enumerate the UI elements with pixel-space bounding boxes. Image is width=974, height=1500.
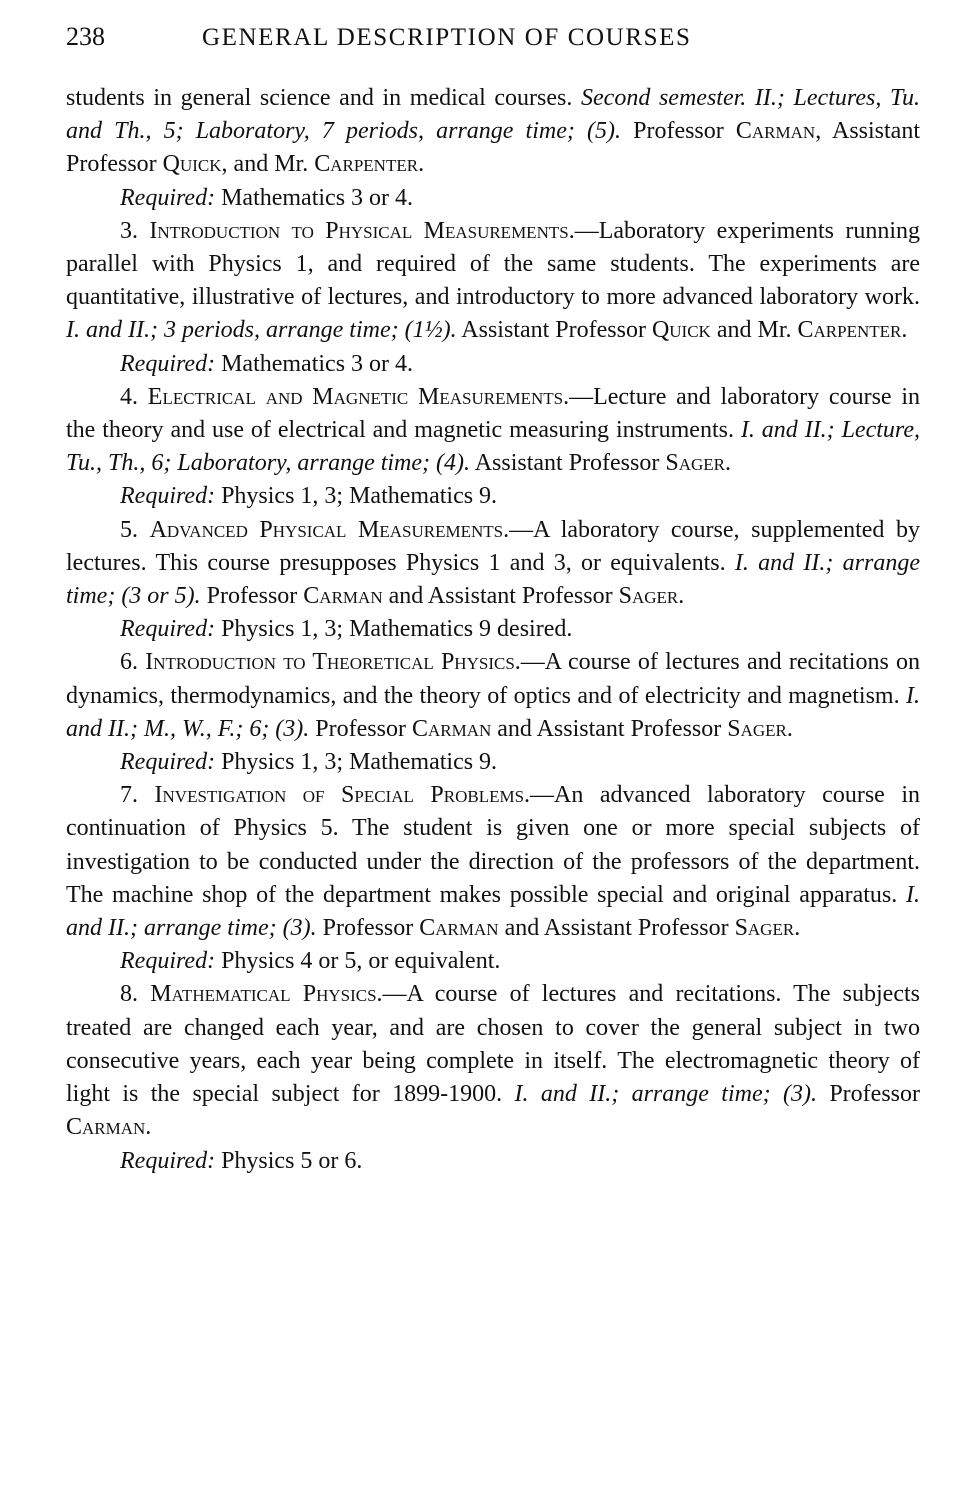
small-caps-text: Introduction to Theoretical Physics	[145, 649, 515, 676]
requirement-line	[66, 945, 920, 978]
course-entry	[66, 978, 920, 1144]
text-run: , and Mr.	[221, 151, 315, 178]
italic-text: Required:	[120, 1147, 216, 1174]
text-run: .—Laboratory experiments running parallel with Physics 1, and required of the same students. The experiments are quantitative, illustrative of lectures, and introductory to more advanced laboratory work.	[66, 217, 920, 311]
page-number: 238	[66, 22, 105, 51]
text-run: Professor	[309, 715, 412, 742]
italic-text: Required:	[120, 350, 216, 377]
text-run: Professor	[816, 1081, 920, 1108]
text-run: .—A course of lectures and recitations on dynamics, thermodynamics, and the theory of optics and of electricity and magnetism.	[66, 649, 921, 709]
italic-text: I. and II.; M., W., F.; 6; (3).	[66, 682, 920, 742]
small-caps-text: Carman	[419, 915, 499, 942]
text-run: Assistant Professor	[456, 317, 652, 344]
italic-text: I. and II.; 3 periods, arrange time; (1½).	[66, 317, 457, 344]
text-run: and Assistant Professor	[382, 583, 619, 610]
text-run: 7.	[120, 782, 155, 809]
small-caps-text: Quick	[651, 317, 711, 344]
text-run: students in general science and in medical courses.	[66, 85, 582, 111]
small-caps-text: Sager	[727, 715, 787, 742]
italic-text: I. and II.; Lecture, Tu., Th., 6; Laboratory, arrange time; (4).	[66, 417, 921, 477]
italic-text: I. and II.; arrange time; (3).	[66, 881, 920, 942]
text-run: Physics 5 or 6.	[215, 1147, 363, 1174]
italic-text: Required:	[120, 184, 216, 211]
text-run: and Mr.	[710, 317, 798, 344]
italic-text: Required:	[120, 948, 216, 975]
text-run: , Assistant Professor	[66, 118, 920, 178]
text-run: .	[901, 317, 908, 344]
text-run: Physics 1, 3; Mathematics 9 desired.	[215, 616, 573, 643]
course-entry	[66, 779, 920, 945]
page-body	[66, 82, 920, 1178]
course-entry	[66, 646, 920, 746]
small-caps-text: Sager	[618, 583, 679, 610]
course-entry	[66, 514, 920, 614]
small-caps-text: Carpenter	[314, 151, 419, 178]
italic-text: Required:	[120, 483, 216, 510]
italic-text: I. and II.; arrange time; (3).	[514, 1081, 817, 1108]
small-caps-text: Sager	[665, 450, 725, 477]
text-run: Mathematics 3 or 4.	[215, 350, 414, 377]
requirement-line	[66, 480, 920, 513]
text-run: 4.	[120, 383, 148, 410]
text-run: 3.	[120, 217, 150, 244]
text-run: 6.	[120, 649, 146, 676]
requirement-line	[66, 746, 920, 779]
requirement-line	[66, 182, 920, 215]
text-run: Mathematics 3 or 4.	[215, 184, 414, 211]
small-caps-text: Electrical and Magnetic Measurements	[147, 383, 564, 410]
course-entry	[66, 381, 920, 481]
small-caps-text: Mathematical Physics	[150, 981, 377, 1008]
text-run: 8.	[120, 981, 151, 1008]
italic-text: Required:	[120, 749, 216, 776]
text-run: .—A course of lectures and recitations. The subjects treated are changed each year, and are chosen to cover the general subject in two consecutive years, each year being complete in itself. The electromagnetic theory of light is the special subject for 1899-1900.	[66, 981, 920, 1108]
small-caps-text: Carman	[66, 1114, 146, 1141]
text-run: Physics 1, 3; Mathematics 9.	[215, 483, 498, 510]
small-caps-text: Sager	[734, 915, 795, 942]
requirement-line	[66, 1145, 920, 1178]
text-run: Physics 4 or 5, or equivalent.	[215, 948, 501, 975]
small-caps-text: Investigation of Special Problems	[154, 782, 525, 809]
small-caps-text: Introduction to Physical Measurements	[149, 217, 569, 244]
page-header	[66, 22, 920, 66]
text-run: Professor	[620, 118, 736, 145]
text-run: .—Lecture and laboratory course in the theory and use of electrical and magnetic measuring instruments.	[66, 383, 921, 444]
requirement-line	[66, 613, 920, 646]
small-caps-text: Carman	[735, 118, 816, 145]
text-run: .	[724, 450, 731, 477]
small-caps-text: Advanced Physical Measurements	[149, 516, 504, 543]
italic-text: Required:	[120, 616, 216, 643]
text-run: .—A laboratory course, supplemented by lectures. This course presupposes Physics 1 and 3, or equivalents.	[66, 516, 921, 576]
text-run: Physics 1, 3; Mathematics 9.	[215, 749, 498, 776]
small-caps-text: Carman	[303, 583, 383, 610]
text-run: .—An advanced laboratory course in continuation of Physics 5. The student is given one or more special subjects of investigation to be conducted under the direction of the professors of the department. The machine shop of the department makes possible special and original apparatus.	[66, 782, 921, 908]
requirement-line	[66, 348, 920, 381]
text-run: Assistant Professor	[470, 450, 666, 477]
small-caps-text: Quick	[162, 151, 222, 178]
small-caps-text: Carpenter	[797, 317, 902, 344]
course-entry	[66, 215, 920, 348]
text-run: .	[786, 715, 793, 742]
text-run: Professor	[200, 583, 304, 610]
italic-text: Second semester. II.; Lectures, Tu. and Th., 5; Laboratory, 7 periods, arrange time; (5).	[66, 85, 920, 145]
text-run: .	[794, 915, 801, 942]
text-run: .	[145, 1114, 152, 1141]
text-run: and Assistant Professor	[491, 715, 728, 742]
small-caps-text: Carman	[411, 715, 492, 742]
italic-text: I. and II.; arrange time; (3 or 5).	[66, 549, 920, 610]
text-run: and Assistant Professor	[498, 915, 735, 942]
text-run: .	[678, 583, 685, 610]
text-run: .	[418, 151, 425, 178]
text-run: Professor	[316, 915, 420, 942]
running-head: GENERAL DESCRIPTION OF COURSES	[202, 24, 692, 51]
text-run: 5.	[120, 516, 150, 543]
continuation-paragraph	[66, 82, 920, 182]
